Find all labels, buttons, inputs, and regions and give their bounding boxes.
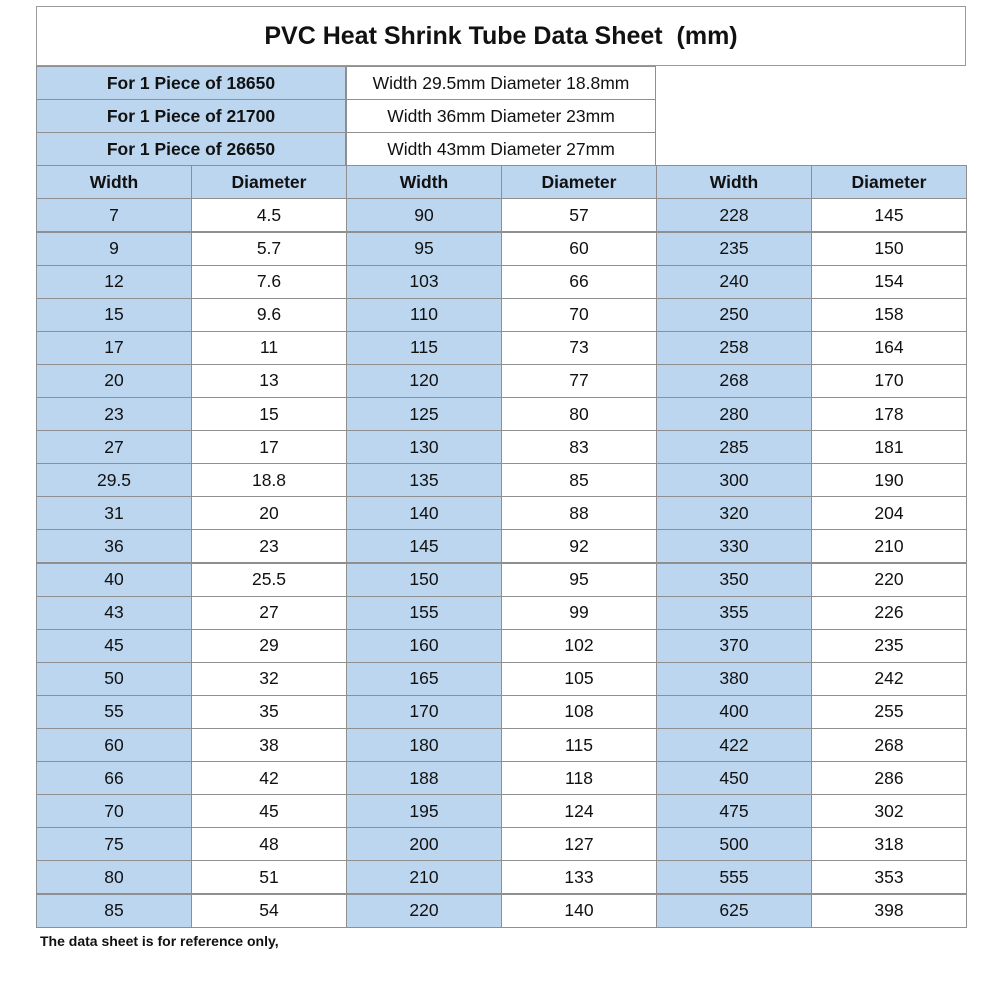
table-cell: 200 bbox=[346, 827, 502, 861]
table-cell: 140 bbox=[501, 894, 657, 928]
table-cell: 380 bbox=[656, 662, 812, 696]
table-cell: 127 bbox=[501, 827, 657, 861]
table-cell: 7 bbox=[36, 198, 192, 232]
table-cell: 50 bbox=[36, 662, 192, 696]
table-cell: 286 bbox=[811, 761, 967, 795]
table-cell: 95 bbox=[501, 563, 657, 597]
table-cell: 27 bbox=[191, 596, 347, 630]
table-cell: 15 bbox=[191, 397, 347, 431]
table-cell: 255 bbox=[811, 695, 967, 729]
table-cell: 108 bbox=[501, 695, 657, 729]
table-cell: 57 bbox=[501, 198, 657, 232]
table-cell: 77 bbox=[501, 364, 657, 398]
table-cell: 165 bbox=[346, 662, 502, 696]
table-cell: 9 bbox=[36, 232, 192, 266]
table-cell: 75 bbox=[36, 827, 192, 861]
table-cell: 92 bbox=[501, 529, 657, 563]
table-cell: 150 bbox=[346, 563, 502, 597]
table-cell: 43 bbox=[36, 596, 192, 630]
table-cell: 398 bbox=[811, 894, 967, 928]
table-cell: 35 bbox=[191, 695, 347, 729]
table-cell: 66 bbox=[501, 265, 657, 299]
table-cell: 32 bbox=[191, 662, 347, 696]
table-cell: 120 bbox=[346, 364, 502, 398]
table-cell: 235 bbox=[656, 232, 812, 266]
table-cell: 300 bbox=[656, 463, 812, 497]
table-cell: 145 bbox=[346, 529, 502, 563]
table-cell: 302 bbox=[811, 794, 967, 828]
table-cell: 12 bbox=[36, 265, 192, 299]
table-cell: 125 bbox=[346, 397, 502, 431]
info-value: Width 29.5mm Diameter 18.8mm bbox=[346, 66, 656, 100]
table-cell: 23 bbox=[36, 397, 192, 431]
info-label: For 1 Piece of 18650 bbox=[36, 66, 346, 100]
table-cell: 73 bbox=[501, 331, 657, 365]
table-cell: 400 bbox=[656, 695, 812, 729]
table-cell: 51 bbox=[191, 860, 347, 894]
table-cell: 220 bbox=[811, 563, 967, 597]
table-cell: 90 bbox=[346, 198, 502, 232]
table-cell: 170 bbox=[811, 364, 967, 398]
table-cell: 95 bbox=[346, 232, 502, 266]
table-cell: 20 bbox=[191, 496, 347, 530]
table-cell: 135 bbox=[346, 463, 502, 497]
table-cell: 105 bbox=[501, 662, 657, 696]
table-cell: 88 bbox=[501, 496, 657, 530]
table-cell: 450 bbox=[656, 761, 812, 795]
table-cell: 115 bbox=[501, 728, 657, 762]
table-cell: 4.5 bbox=[191, 198, 347, 232]
table-cell: 154 bbox=[811, 265, 967, 299]
table-cell: 5.7 bbox=[191, 232, 347, 266]
table-cell: 15 bbox=[36, 298, 192, 332]
table-cell: 102 bbox=[501, 629, 657, 663]
column-header: Diameter bbox=[501, 165, 657, 199]
column-header: Width bbox=[36, 165, 192, 199]
table-cell: 475 bbox=[656, 794, 812, 828]
info-value: Width 43mm Diameter 27mm bbox=[346, 132, 656, 166]
table-cell: 350 bbox=[656, 563, 812, 597]
table-cell: 285 bbox=[656, 430, 812, 464]
table-cell: 160 bbox=[346, 629, 502, 663]
reference-note: The data sheet is for reference only, bbox=[40, 933, 279, 949]
table-cell: 29.5 bbox=[36, 463, 192, 497]
table-cell: 180 bbox=[346, 728, 502, 762]
table-cell: 118 bbox=[501, 761, 657, 795]
table-cell: 133 bbox=[501, 860, 657, 894]
table-cell: 210 bbox=[811, 529, 967, 563]
table-cell: 268 bbox=[656, 364, 812, 398]
table-cell: 370 bbox=[656, 629, 812, 663]
table-cell: 45 bbox=[36, 629, 192, 663]
table-cell: 29 bbox=[191, 629, 347, 663]
table-cell: 280 bbox=[656, 397, 812, 431]
table-cell: 54 bbox=[191, 894, 347, 928]
table-cell: 11 bbox=[191, 331, 347, 365]
table-cell: 55 bbox=[36, 695, 192, 729]
table-cell: 18.8 bbox=[191, 463, 347, 497]
table-cell: 625 bbox=[656, 894, 812, 928]
table-cell: 130 bbox=[346, 430, 502, 464]
table-cell: 45 bbox=[191, 794, 347, 828]
table-cell: 48 bbox=[191, 827, 347, 861]
table-cell: 145 bbox=[811, 198, 967, 232]
table-cell: 355 bbox=[656, 596, 812, 630]
table-cell: 85 bbox=[501, 463, 657, 497]
table-cell: 181 bbox=[811, 430, 967, 464]
table-cell: 220 bbox=[346, 894, 502, 928]
table-cell: 60 bbox=[501, 232, 657, 266]
table-cell: 103 bbox=[346, 265, 502, 299]
table-cell: 204 bbox=[811, 496, 967, 530]
table-cell: 17 bbox=[191, 430, 347, 464]
column-header: Width bbox=[346, 165, 502, 199]
table-cell: 195 bbox=[346, 794, 502, 828]
table-cell: 158 bbox=[811, 298, 967, 332]
table-cell: 164 bbox=[811, 331, 967, 365]
table-cell: 70 bbox=[501, 298, 657, 332]
table-cell: 190 bbox=[811, 463, 967, 497]
table-cell: 27 bbox=[36, 430, 192, 464]
table-cell: 318 bbox=[811, 827, 967, 861]
table-cell: 240 bbox=[656, 265, 812, 299]
table-cell: 9.6 bbox=[191, 298, 347, 332]
table-cell: 85 bbox=[36, 894, 192, 928]
table-cell: 115 bbox=[346, 331, 502, 365]
table-cell: 555 bbox=[656, 860, 812, 894]
table-cell: 7.6 bbox=[191, 265, 347, 299]
sheet-title: PVC Heat Shrink Tube Data Sheet (mm) bbox=[36, 6, 966, 66]
table-cell: 23 bbox=[191, 529, 347, 563]
table-cell: 20 bbox=[36, 364, 192, 398]
table-cell: 17 bbox=[36, 331, 192, 365]
table-cell: 70 bbox=[36, 794, 192, 828]
table-cell: 60 bbox=[36, 728, 192, 762]
table-cell: 235 bbox=[811, 629, 967, 663]
table-cell: 210 bbox=[346, 860, 502, 894]
table-cell: 155 bbox=[346, 596, 502, 630]
table-cell: 38 bbox=[191, 728, 347, 762]
table-cell: 83 bbox=[501, 430, 657, 464]
table-cell: 31 bbox=[36, 496, 192, 530]
table-cell: 170 bbox=[346, 695, 502, 729]
info-label: For 1 Piece of 21700 bbox=[36, 99, 346, 133]
table-cell: 178 bbox=[811, 397, 967, 431]
table-cell: 42 bbox=[191, 761, 347, 795]
info-value: Width 36mm Diameter 23mm bbox=[346, 99, 656, 133]
table-cell: 242 bbox=[811, 662, 967, 696]
column-header: Diameter bbox=[811, 165, 967, 199]
column-header: Diameter bbox=[191, 165, 347, 199]
table-cell: 124 bbox=[501, 794, 657, 828]
table-cell: 25.5 bbox=[191, 563, 347, 597]
table-cell: 36 bbox=[36, 529, 192, 563]
table-cell: 110 bbox=[346, 298, 502, 332]
table-cell: 188 bbox=[346, 761, 502, 795]
table-cell: 500 bbox=[656, 827, 812, 861]
table-cell: 80 bbox=[36, 860, 192, 894]
table-cell: 13 bbox=[191, 364, 347, 398]
table-cell: 353 bbox=[811, 860, 967, 894]
table-cell: 140 bbox=[346, 496, 502, 530]
column-header: Width bbox=[656, 165, 812, 199]
table-cell: 268 bbox=[811, 728, 967, 762]
table-cell: 250 bbox=[656, 298, 812, 332]
table-cell: 80 bbox=[501, 397, 657, 431]
table-cell: 40 bbox=[36, 563, 192, 597]
info-label: For 1 Piece of 26650 bbox=[36, 132, 346, 166]
table-cell: 99 bbox=[501, 596, 657, 630]
table-cell: 150 bbox=[811, 232, 967, 266]
table-cell: 66 bbox=[36, 761, 192, 795]
table-cell: 320 bbox=[656, 496, 812, 530]
table-cell: 228 bbox=[656, 198, 812, 232]
table-cell: 226 bbox=[811, 596, 967, 630]
table-cell: 422 bbox=[656, 728, 812, 762]
table-cell: 258 bbox=[656, 331, 812, 365]
table-cell: 330 bbox=[656, 529, 812, 563]
